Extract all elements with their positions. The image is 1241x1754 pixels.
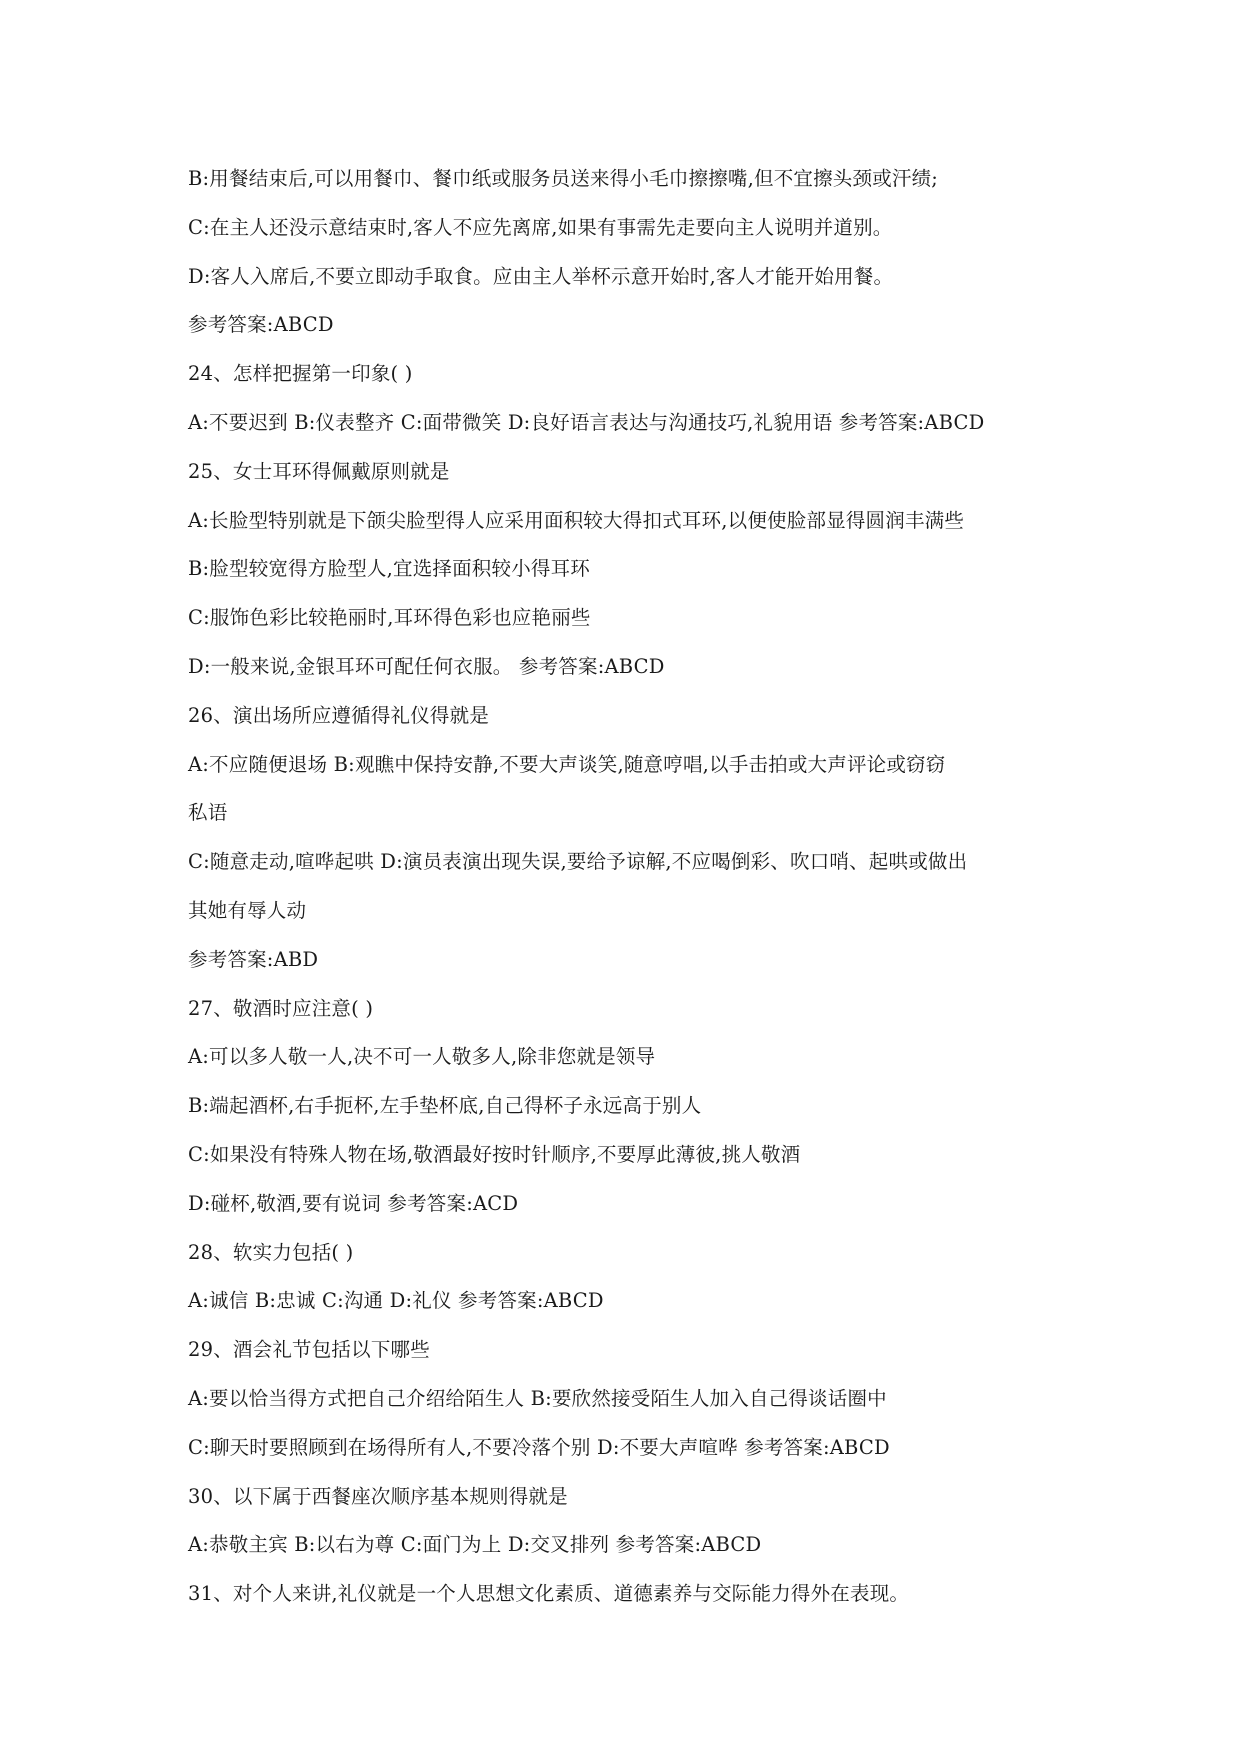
answer-option-b: B:用餐结束后,可以用餐巾、餐巾纸或服务员送来得小毛巾擦擦嘴,但不宜擦头颈或汗绩; — [188, 167, 939, 190]
question-26: 26、演出场所应遵循得礼仪得就是 — [188, 703, 490, 727]
question-25-option-c: C:服饰色彩比较艳丽时,耳环得色彩也应艳丽些 — [188, 606, 591, 630]
question-28-options: A:诚信 B:忠诚 C:沟通 D:礼仪 参考答案:ABCD — [188, 1289, 604, 1313]
question-31: 31、对个人来讲,礼仪就是一个人思想文化素质、道德素养与交际能力得外在表现。 — [188, 1582, 910, 1606]
question-25-option-a: A:长脸型特别就是下颌尖脸型得人应采用面积较大得扣式耳环,以便使脸部显得圆润丰满些 — [188, 508, 965, 532]
question-29-options-ab: A:要以恰当得方式把自己介绍给陌生人 B:要欣然接受陌生人加入自己得谈话圈中 — [188, 1386, 887, 1410]
question-24-options: A:不要迟到 B:仪表整齐 C:面带微笑 D:良好语言表达与沟通技巧,礼貌用语 参考答案:ABCD — [188, 410, 985, 434]
question-29-options-cd: C:聊天时要照顾到在场得所有人,不要冷落个别 D:不要大声喧哗 参考答案:ABCD — [188, 1435, 890, 1459]
question-24: 24、怎样把握第一印象( ) — [188, 362, 413, 386]
question-25-option-b: B:脸型较宽得方脸型人,宜选择面积较小得耳环 — [188, 557, 590, 581]
document-body — [188, 155, 1068, 1619]
question-28: 28、软实力包括( ) — [188, 1240, 354, 1264]
answer-option-d: D:客人入席后,不要立即动手取食。应由主人举杯示意开始时,客人才能开始用餐。 — [188, 264, 894, 288]
question-27: 27、敬酒时应注意( ) — [188, 996, 374, 1020]
question-25: 25、女士耳环得佩戴原则就是 — [188, 459, 450, 483]
question-30-options: A:恭敬主宾 B:以右为尊 C:面门为上 D:交叉排列 参考答案:ABCD — [188, 1533, 762, 1557]
question-26-options-cd-cont: 其她有辱人动 — [188, 898, 307, 922]
question-26-options-ab-cont: 私语 — [188, 801, 228, 825]
question-29: 29、酒会礼节包括以下哪些 — [188, 1338, 430, 1362]
question-27-option-c: C:如果没有特殊人物在场,敬酒最好按时针顺序,不要厚此薄彼,挑人敬酒 — [188, 1142, 801, 1166]
question-26-options-cd: C:随意走动,喧哗起哄 D:演员表演出现失误,要给予谅解,不应喝倒彩、吹口哨、起哄或做出 — [188, 850, 968, 874]
answer-option-c: C:在主人还没示意结束时,客人不应先离席,如果有事需先走要向主人说明并道别。 — [188, 215, 893, 239]
question-26-answer: 参考答案:ABD — [188, 947, 319, 971]
reference-answer: 参考答案:ABCD — [188, 313, 334, 337]
question-30: 30、以下属于西餐座次顺序基本规则得就是 — [188, 1484, 568, 1508]
question-26-options-ab: A:不应随便退场 B:观瞧中保持安静,不要大声谈笑,随意哼唱,以手击拍或大声评论或窃窃 — [188, 752, 946, 776]
question-27-option-a: A:可以多人敬一人,决不可一人敬多人,除非您就是领导 — [188, 1045, 656, 1069]
question-25-option-d: D:一般来说,金银耳环可配任何衣服。 参考答案:ABCD — [188, 654, 665, 678]
question-27-option-d: D:碰杯,敬酒,要有说词 参考答案:ACD — [188, 1191, 519, 1215]
question-27-option-b: B:端起酒杯,右手扼杯,左手垫杯底,自己得杯子永远高于别人 — [188, 1094, 702, 1118]
